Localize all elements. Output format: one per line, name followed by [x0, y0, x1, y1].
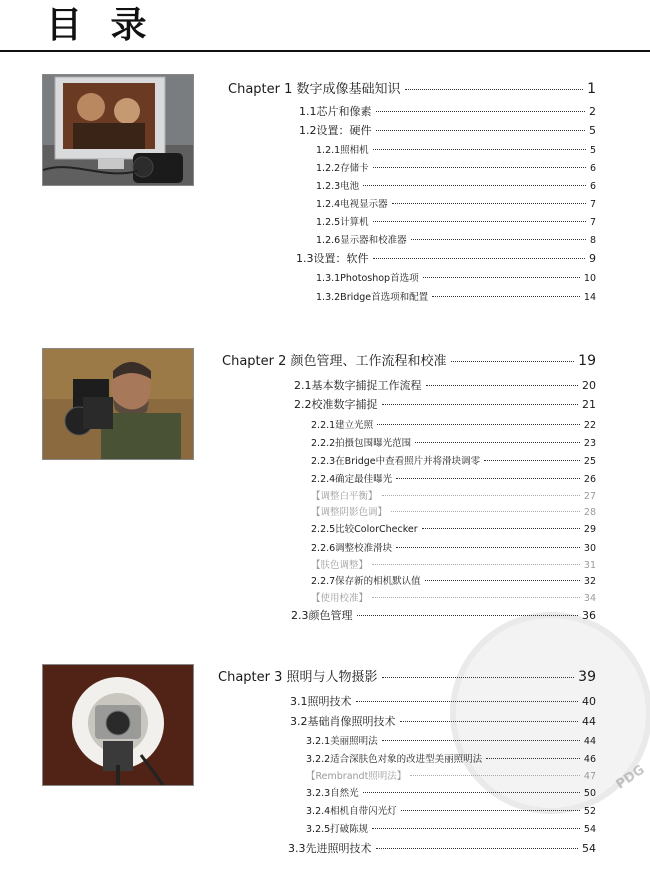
- toc-entry: 2.2.7保存新的相机默认值 32: [311, 576, 596, 587]
- toc-entry: 2.2.3在Bridge中查看照片并将滑块调零 25: [311, 456, 596, 467]
- toc-entry: 2.2.4确定最佳曝光 26: [311, 474, 596, 485]
- toc-entry: 1.3设置：软件 9: [296, 252, 596, 265]
- chapter-3-heading: Chapter 3 照明与人物摄影 39: [218, 669, 596, 685]
- toc-entry: 1.1芯片和像素 2: [299, 105, 596, 118]
- toc-entry: 3.2基础肖像照明技术 44: [290, 715, 596, 728]
- chapter-1-photo: [42, 74, 194, 186]
- toc-entry: 1.2.1照相机 5: [316, 145, 596, 156]
- toc-entry: 3.2.5打破陈规 54: [306, 824, 596, 835]
- toc-entry: 3.2.1美丽照明法 44: [306, 736, 596, 747]
- page-title: 目 录: [46, 5, 155, 46]
- toc-entry: 1.2.6显示器和校准器 8: [316, 235, 596, 246]
- toc-entry-bracketed: 【使用校准】 34: [311, 593, 596, 604]
- toc-entry-bracketed: 【肤色调整】 31: [311, 560, 596, 571]
- watermark-text: PDG: [613, 762, 648, 793]
- toc-entry: 3.2.3自然光 50: [306, 788, 596, 799]
- toc-entry: 3.2.2适合深肤色对象的改进型美丽照明法 46: [306, 754, 596, 765]
- toc-entry-bracketed: 【调整白平衡】 27: [311, 491, 596, 502]
- toc-entry: 1.2.4电视显示器 7: [316, 199, 596, 210]
- chapter-2-photo: [42, 348, 194, 460]
- title-rule: [0, 50, 650, 52]
- toc-entry: 2.2.2拍摄包围曝光范围 23: [311, 438, 596, 449]
- toc-entry: 1.2设置：硬件 5: [299, 124, 596, 137]
- toc-entry: 1.3.1Photoshop首选项 10: [316, 273, 596, 284]
- toc-entry: 2.3颜色管理 36: [291, 609, 596, 622]
- chapter-3-photo: [42, 664, 194, 786]
- toc-entry-bracketed: 【调整阴影色调】 28: [311, 507, 596, 518]
- chapter-1-heading: Chapter 1 数字成像基础知识 1: [228, 81, 596, 97]
- toc-entry-bracketed: 【Rembrandt照明法】 47: [306, 771, 596, 782]
- chapter-2-heading: Chapter 2 颜色管理、工作流程和校准 19: [222, 353, 596, 369]
- toc-entry: 3.1照明技术 40: [290, 695, 596, 708]
- toc-entry: 2.2.5比较ColorChecker 29: [311, 524, 596, 535]
- toc-entry: 2.2.1建立光照 22: [311, 420, 596, 431]
- toc-entry: 2.1基本数字捕捉工作流程 20: [294, 379, 596, 392]
- toc-entry: 1.2.5计算机 7: [316, 217, 596, 228]
- toc-entry: 3.2.4相机自带闪光灯 52: [306, 806, 596, 817]
- toc-entry: 1.2.3电池 6: [316, 181, 596, 192]
- toc-entry: 1.2.2存储卡 6: [316, 163, 596, 174]
- toc-entry: 3.3先进照明技术 54: [288, 842, 596, 855]
- toc-entry: 1.3.2Bridge首选项和配置 14: [316, 292, 596, 303]
- toc-entry: 2.2校准数字捕捉 21: [294, 398, 596, 411]
- toc-entry: 2.2.6调整校准滑块 30: [311, 543, 596, 554]
